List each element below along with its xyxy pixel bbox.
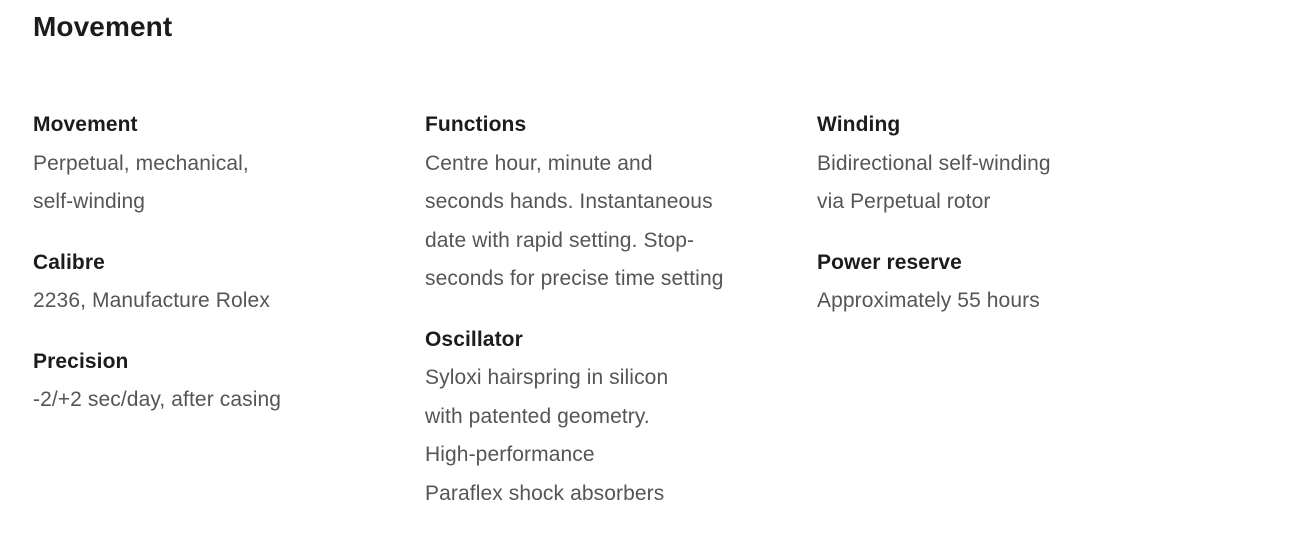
spec-text-line: -2/+2 sec/day, after casing	[33, 388, 282, 411]
spec-item	[33, 244, 393, 321]
spec-text-line: self-winding	[33, 190, 146, 213]
spec-column	[33, 106, 393, 442]
spec-label: Power reserve	[817, 250, 962, 274]
specs-grid	[33, 106, 1302, 535]
spec-label: Calibre	[33, 250, 105, 274]
spec-item	[425, 321, 785, 514]
spec-text-line: Approximately 55 hours	[817, 289, 1040, 312]
spec-text-line: Paraflex shock absorbers	[425, 481, 665, 505]
spec-text-line: Perpetual, mechanical,	[33, 151, 249, 175]
spec-text-line: date with rapid setting. Stop-	[425, 228, 695, 252]
spec-text-line: seconds for precise time setting	[425, 267, 724, 290]
spec-column	[817, 106, 1177, 343]
spec-text-line: Syloxi hairspring in silicon	[425, 366, 669, 389]
spec-text-line: Centre hour, minute and	[425, 151, 653, 175]
spec-item	[817, 244, 1177, 321]
spec-column	[425, 106, 785, 535]
spec-label: Winding	[817, 113, 901, 136]
spec-text-line: High-performance	[425, 443, 595, 466]
spec-item	[33, 343, 393, 420]
spec-item	[817, 106, 1177, 222]
spec-item	[33, 106, 393, 222]
spec-label: Oscillator	[425, 327, 523, 351]
spec-text-line: 2236, Manufacture Rolex	[33, 289, 270, 312]
section-title: Movement	[33, 11, 173, 42]
spec-label: Movement	[33, 113, 138, 136]
spec-text-line: Bidirectional self-winding	[817, 151, 1051, 175]
spec-item	[425, 106, 785, 299]
spec-text-line: with patented geometry.	[425, 404, 650, 428]
spec-label: Precision	[33, 349, 129, 373]
spec-text-line: via Perpetual rotor	[817, 190, 991, 213]
spec-text-line: seconds hands. Instantaneous	[425, 190, 713, 213]
spec-label: Functions	[425, 113, 527, 136]
